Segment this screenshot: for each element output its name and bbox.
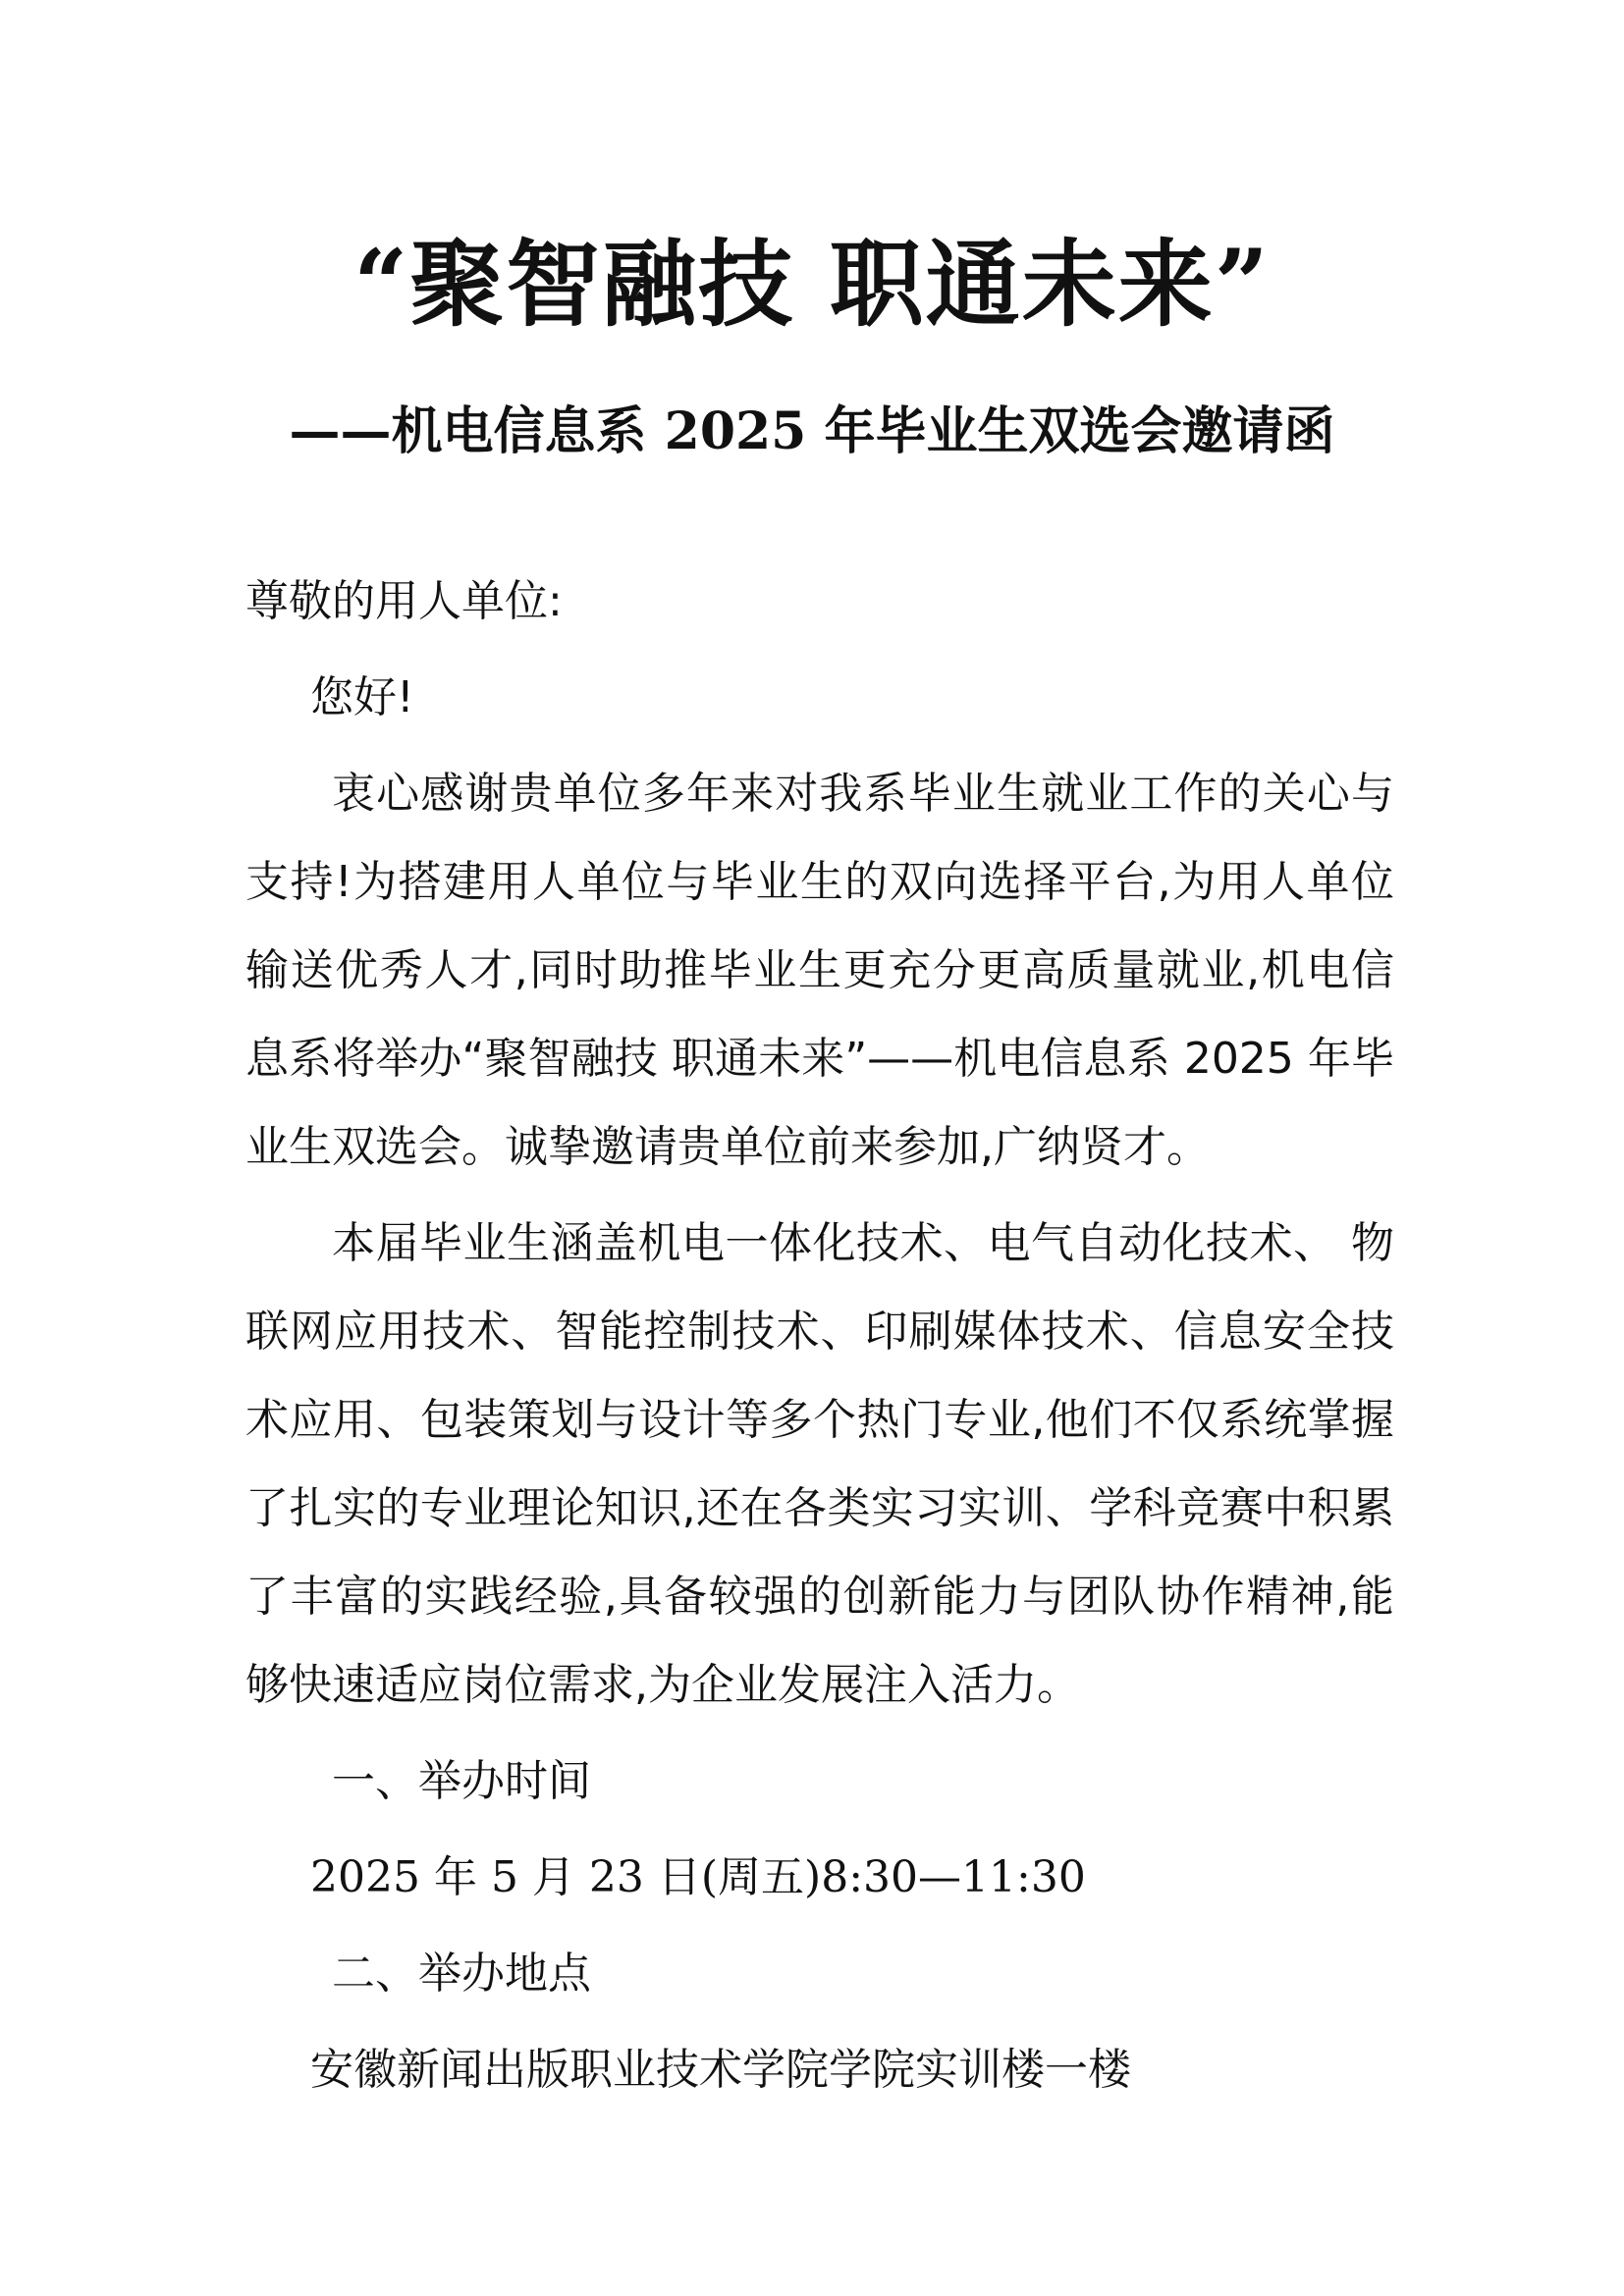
greeting: 您好! bbox=[310, 672, 414, 722]
salutation: 尊敬的用人单位: bbox=[245, 576, 563, 626]
paragraph-thanks: 衷心感谢贵单位多年来对我系毕业生就业工作的关心与支持!为搭建用人单位与毕业生的双向选择平台,为用人单位输送优秀人才,同时助推毕业生更充分更高质量就业,机电信息系将举办“聚智融技 职通未来”——机电信息系 2025 年毕业生双选会。诚挚邀请贵单位前来参加,广纳贤才。 bbox=[245, 769, 1394, 1172]
section-location-heading: 二、举办地点 bbox=[332, 1949, 591, 1999]
section-time-content: 2025 年 5 月 23 日(周五)8:30—11:30 bbox=[310, 1852, 1086, 1902]
section-location-content: 安徽新闻出版职业技术学院学院实训楼一楼 bbox=[310, 2045, 1131, 2095]
document-body bbox=[245, 558, 1394, 2114]
paragraph-graduates: 本届毕业生涵盖机电一体化技术、电气自动化技术、 物联网应用技术、智能控制技术、印刷媒体技术、信息安全技术应用、包装策划与设计等多个热门专业,他们不仅系统掌握了扎实的专业理论知识,还在各类实习实训、学科竞赛中积累了丰富的实践经验,具备较强的创新能力与团队协作精神,能够快速适应岗位需求,为企业发展注入活力。 bbox=[245, 1218, 1394, 1710]
document-subtitle: ——机电信息系 2025 年毕业生双选会邀请函 bbox=[289, 401, 1335, 461]
section-time-heading: 一、举办时间 bbox=[332, 1756, 591, 1806]
document-title: “聚智融技 职通未来” bbox=[353, 229, 1271, 340]
